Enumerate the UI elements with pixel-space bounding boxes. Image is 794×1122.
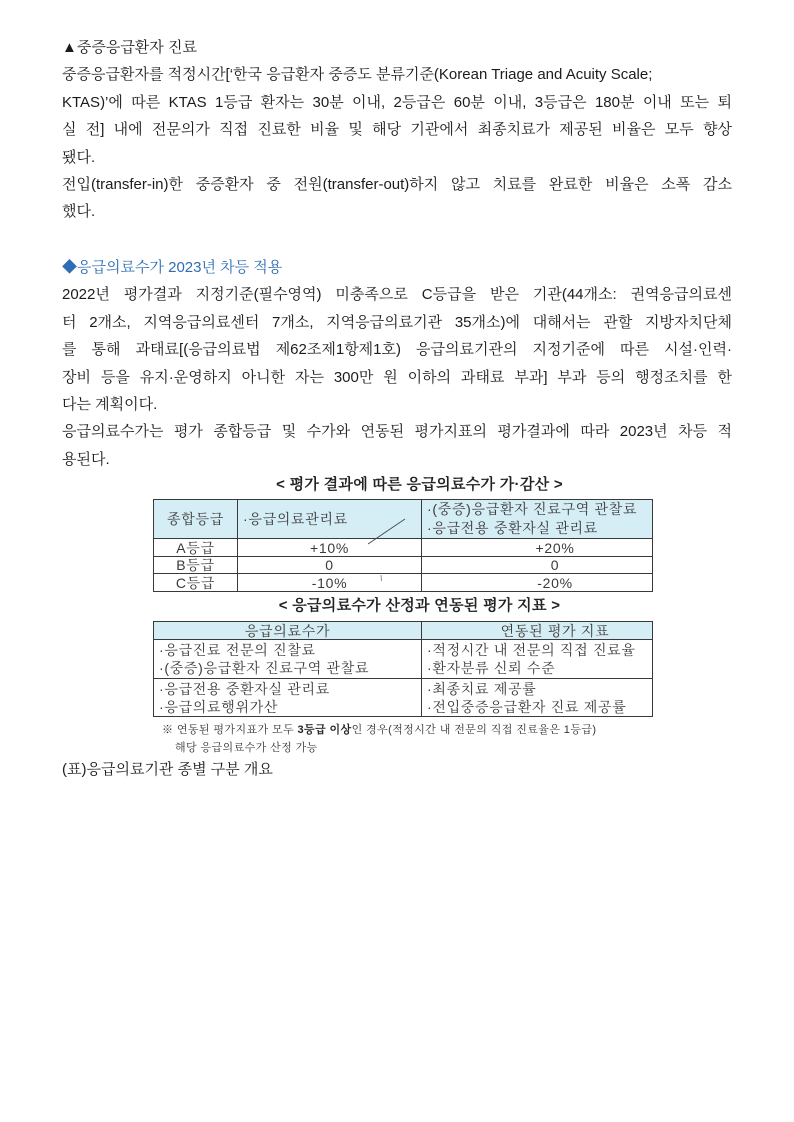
cell-indicators (422, 679, 653, 717)
cell-observation-fee: -20% (422, 574, 653, 592)
table-title-linked-indicators: < 응급의료수가 산정과 연동된 평가 지표 > (278, 597, 561, 614)
header-line: ·응급전용 중환자실 관리료 (427, 520, 599, 536)
cell-fees (154, 679, 422, 717)
cell-line: ·전입중증응급환자 진료 제공률 (427, 698, 627, 715)
linked-indicators-table (153, 621, 653, 717)
table-row (154, 679, 653, 717)
paragraph-line: 다는 계획이다. (62, 396, 158, 414)
cell-grade: B등급 (154, 557, 238, 574)
cell-line: ·응급전용 중환자실 관리료 (159, 680, 331, 697)
cell-line: ·환자분류 신뢰 수준 (427, 660, 556, 676)
section-heading-severe-care: ▲중증응급환자 진료 (62, 39, 197, 56)
paragraph-line: 장비 등을 유지·운영하지 아니한 자는 300만 원 이하의 과태료 부과] 부과 등의 행정조치를 한 (62, 368, 732, 386)
pen-stroke-line (368, 519, 405, 544)
cell-observation-fee: +20% (422, 539, 653, 557)
paragraph-line: 중증응급환자를 적정시간[‘한국 응급환자 중증도 분류기준(Korean Triage and Acuity Scale; (62, 66, 653, 84)
cell-line: ·응급의료행위가산 (159, 698, 279, 715)
table-header-row (154, 622, 653, 640)
cell-indicators (422, 640, 653, 679)
col-header-observation-fee (422, 500, 653, 539)
table-title-fee-adjustment: < 평가 결과에 따른 응급의료수가 가·감산 > (276, 476, 563, 493)
paragraph-line: 터 2개소, 지역응급의료센터 7개소, 지역응급의료기관 35개소)에 대해서는 관할 지방자치단체 (62, 313, 732, 331)
cell-management-fee: 0 (238, 557, 422, 574)
paragraph-line: 됐다. (62, 148, 96, 166)
cell-line: ·최종치료 제공률 (427, 680, 537, 697)
paragraph-line: 실 전] 내에 전문의가 직접 진료한 비율 및 해당 기관에서 최종치료가 제공된 비율은 모두 향상 (62, 121, 732, 139)
footnote-line: 해당 응급의료수가 산정 가능 (175, 742, 318, 754)
paragraph-line: 용된다. (62, 450, 110, 468)
table-caption: (표)응급의료기관 종별 구분 개요 (62, 761, 273, 778)
paragraph-line: 를 통해 과태료[(응급의료법 제62조제1항제1호) 응급의료기관의 지정기준에 따른 시설·인력· (62, 341, 732, 359)
cell-fees (154, 640, 422, 679)
header-line: ·(중증)응급환자 진료구역 관찰료 (427, 501, 638, 517)
section-fee-differential (62, 254, 732, 473)
footnote-emphasis: 3등급 이상 (297, 724, 352, 736)
cell-observation-fee: 0 (422, 557, 653, 574)
cell-line: ·응급진료 전문의 진찰료 (159, 642, 316, 658)
col-header-management-fee: ·응급의료관리료 (238, 500, 422, 539)
table-row (154, 640, 653, 679)
pen-stroke-mark (360, 510, 420, 590)
paragraph-line: 응급의료수가는 평가 종합등급 및 수가와 연동된 평가지표의 평가결과에 따라 2023년 차등 적 (62, 423, 732, 441)
col-header-indicators: 연동된 평가 지표 (422, 622, 653, 640)
col-header-fees: 응급의료수가 (154, 622, 422, 640)
cell-line: ·(중증)응급환자 진료구역 관찰료 (159, 660, 370, 676)
section-severe-care (62, 34, 732, 226)
col-header-grade: 종합등급 (154, 500, 238, 539)
paragraph-line: 전입(transfer-in)한 중증환자 중 전원(transfer-out)하지 않고 치료를 완료한 비율은 소폭 감소 (62, 176, 732, 194)
cell-management-fee: -10% (238, 574, 422, 592)
cell-line: ·적정시간 내 전문의 직접 진료율 (427, 642, 636, 658)
footnote-line (162, 723, 596, 737)
pen-tick-mark (381, 575, 382, 581)
paragraph-line: KTAS)’에 따른 KTAS 1등급 환자는 30분 이내, 2등급은 60분 이내, 3등급은 180분 이내 또는 퇴 (62, 93, 732, 111)
cell-management-fee: +10% (238, 539, 422, 557)
section-heading-fee-differential: ◆응급의료수가 2023년 차등 적용 (62, 259, 283, 276)
footnote-text: ※ 연동된 평가지표가 모두 (162, 724, 298, 736)
footnote-text: 인 경우(적정시간 내 전문의 직접 진료율은 1등급) (351, 724, 597, 736)
paragraph-line: 했다. (62, 203, 96, 221)
paragraph-line: 2022년 평가결과 지정기준(필수영역) 미충족으로 C등급을 받은 기관(44개소: 권역응급의료센 (62, 286, 732, 304)
cell-grade: A등급 (154, 539, 238, 557)
cell-grade: C등급 (154, 574, 238, 592)
